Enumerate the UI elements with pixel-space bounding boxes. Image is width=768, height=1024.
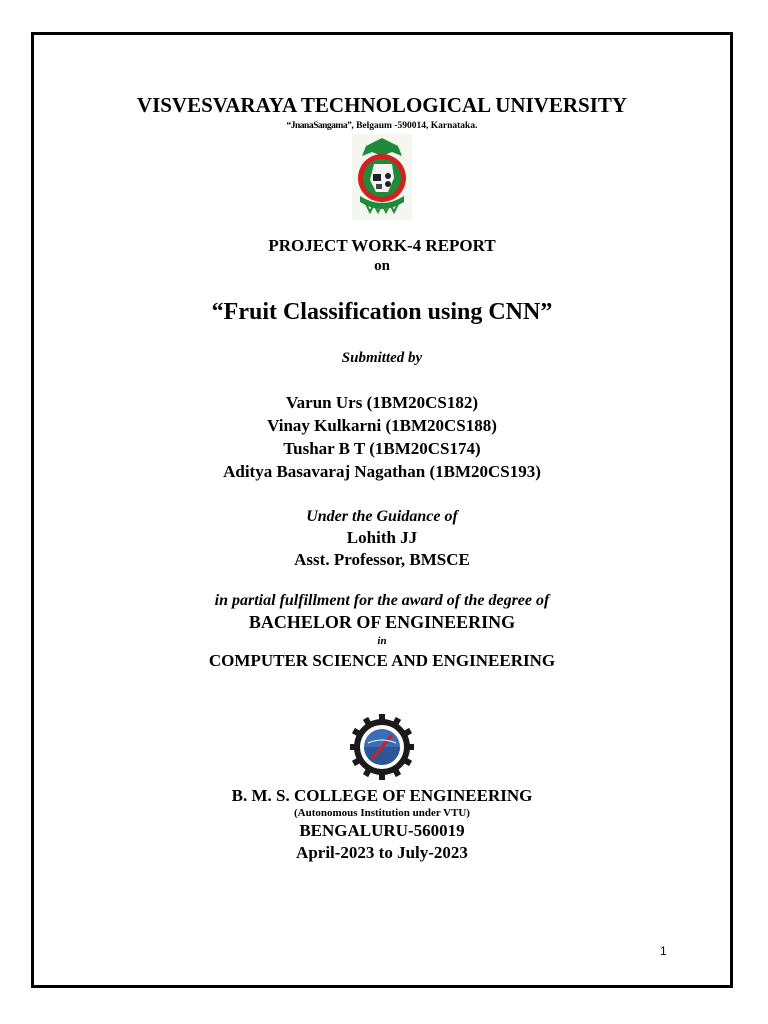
vtu-logo — [352, 134, 412, 220]
university-motto: “JnanaSangama” — [286, 121, 352, 131]
college-name: B. M. S. COLLEGE OF ENGINEERING — [231, 786, 533, 805]
guide-designation: Asst. Professor, BMSCE — [294, 550, 470, 569]
report-period: April-2023 to July-2023 — [296, 843, 468, 862]
fulfillment-statement: in partial fulfillment for the award of the degree of — [214, 592, 550, 609]
submitted-by-label: Submitted by — [341, 350, 423, 366]
student-4: Aditya Basavaraj Nagathan (1BM20CS193) — [223, 462, 541, 481]
degree-in: in — [377, 635, 387, 647]
student-3: Tushar B T (1BM20CS174) — [283, 439, 481, 458]
student-2: Vinay Kulkarni (1BM20CS188) — [267, 416, 497, 435]
degree-branch: COMPUTER SCIENCE AND ENGINEERING — [208, 651, 556, 670]
guide-name: Lohith JJ — [346, 528, 418, 547]
bms-logo — [350, 714, 414, 780]
degree-name: BACHELOR OF ENGINEERING — [248, 612, 516, 632]
guidance-label: Under the Guidance of — [306, 508, 458, 525]
student-1: Varun Urs (1BM20CS182) — [285, 393, 479, 412]
page-number: 1 — [660, 944, 667, 958]
college-note: (Autonomous Institution under VTU) — [294, 807, 470, 819]
report-on: on — [374, 258, 390, 274]
university-address-text: , Belgaum -590014, Karnataka. — [351, 121, 478, 131]
report-type: PROJECT WORK-4 REPORT — [268, 236, 496, 255]
university-address — [31, 121, 733, 131]
college-city: BENGALURU-560019 — [299, 821, 465, 840]
university-name: VISVESVARAYA TECHNOLOGICAL UNIVERSITY — [136, 93, 628, 117]
project-title: “Fruit Classification using CNN” — [211, 299, 553, 325]
